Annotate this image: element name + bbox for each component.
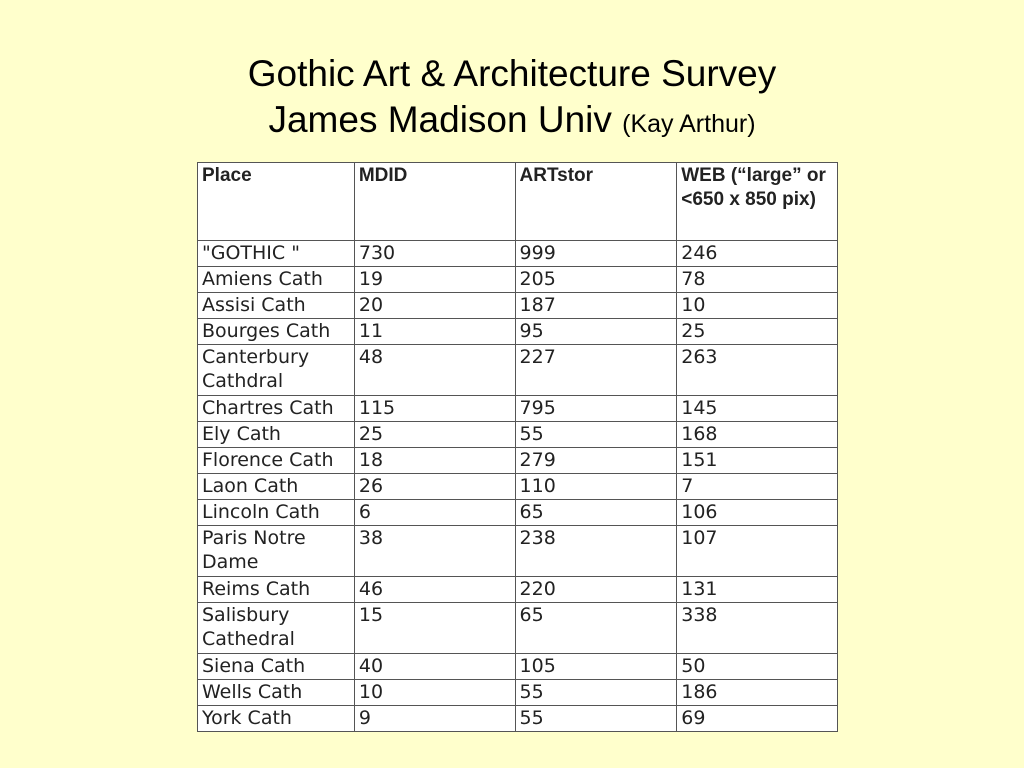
cell-place: Reims Cath	[198, 577, 355, 603]
cell-web: 7	[677, 474, 838, 500]
cell-place: Wells Cath	[198, 680, 355, 706]
cell-web: 25	[677, 319, 838, 345]
table-row	[198, 422, 838, 448]
cell-mdid: 115	[354, 396, 515, 422]
table-row	[198, 654, 838, 680]
cell-web: 338	[677, 603, 838, 654]
table-row	[198, 706, 838, 732]
cell-mdid: 15	[354, 603, 515, 654]
cell-artstor: 999	[515, 241, 677, 267]
cell-web: 50	[677, 654, 838, 680]
cell-place: Ely Cath	[198, 422, 355, 448]
table-row	[198, 603, 838, 654]
cell-artstor: 65	[515, 500, 677, 526]
cell-place: Assisi Cath	[198, 293, 355, 319]
cell-place: Florence Cath	[198, 448, 355, 474]
cell-artstor: 279	[515, 448, 677, 474]
cell-artstor: 55	[515, 706, 677, 732]
table-row	[198, 448, 838, 474]
table-row	[198, 474, 838, 500]
cell-web: 145	[677, 396, 838, 422]
cell-artstor: 110	[515, 474, 677, 500]
header-mdid: MDID	[354, 163, 515, 241]
table-row	[198, 241, 838, 267]
cell-place: Salisbury Cathedral	[198, 603, 355, 654]
cell-mdid: 25	[354, 422, 515, 448]
cell-mdid: 40	[354, 654, 515, 680]
cell-web: 263	[677, 345, 838, 396]
table-header-row	[198, 163, 838, 241]
cell-artstor: 65	[515, 603, 677, 654]
table-row	[198, 319, 838, 345]
subtitle-author-note: (Kay Arthur)	[622, 110, 756, 138]
cell-artstor: 55	[515, 680, 677, 706]
cell-web: 107	[677, 526, 838, 577]
cell-web: 246	[677, 241, 838, 267]
cell-artstor: 795	[515, 396, 677, 422]
cell-mdid: 11	[354, 319, 515, 345]
cell-web: 151	[677, 448, 838, 474]
cell-place: Chartres Cath	[198, 396, 355, 422]
cell-web: 168	[677, 422, 838, 448]
cell-artstor: 55	[515, 422, 677, 448]
header-web: WEB (“large” or <650 x 850 pix)	[677, 163, 838, 241]
cell-mdid: 20	[354, 293, 515, 319]
cell-place: "GOTHIC "	[198, 241, 355, 267]
cell-artstor: 187	[515, 293, 677, 319]
cell-mdid: 26	[354, 474, 515, 500]
cell-web: 78	[677, 267, 838, 293]
survey-table	[197, 162, 838, 732]
cell-artstor: 227	[515, 345, 677, 396]
cell-web: 69	[677, 706, 838, 732]
cell-mdid: 46	[354, 577, 515, 603]
cell-place: Siena Cath	[198, 654, 355, 680]
cell-mdid: 6	[354, 500, 515, 526]
cell-place: York Cath	[198, 706, 355, 732]
cell-artstor: 105	[515, 654, 677, 680]
cell-place: Paris Notre Dame	[198, 526, 355, 577]
table-row	[198, 500, 838, 526]
cell-artstor: 205	[515, 267, 677, 293]
subtitle-university: James Madison Univ	[268, 99, 612, 140]
cell-place: Laon Cath	[198, 474, 355, 500]
cell-artstor: 238	[515, 526, 677, 577]
cell-mdid: 19	[354, 267, 515, 293]
cell-web: 131	[677, 577, 838, 603]
cell-web: 10	[677, 293, 838, 319]
cell-web: 186	[677, 680, 838, 706]
cell-mdid: 730	[354, 241, 515, 267]
table-row	[198, 345, 838, 396]
header-place: Place	[198, 163, 355, 241]
cell-mdid: 18	[354, 448, 515, 474]
table-row	[198, 526, 838, 577]
header-artstor: ARTstor	[515, 163, 677, 241]
table-row	[198, 396, 838, 422]
cell-place: Amiens Cath	[198, 267, 355, 293]
cell-place: Bourges Cath	[198, 319, 355, 345]
table-row	[198, 577, 838, 603]
cell-artstor: 95	[515, 319, 677, 345]
cell-mdid: 9	[354, 706, 515, 732]
cell-artstor: 220	[515, 577, 677, 603]
cell-mdid: 38	[354, 526, 515, 577]
cell-place: Lincoln Cath	[198, 500, 355, 526]
table-row	[198, 293, 838, 319]
cell-place: Canterbury Cathdral	[198, 345, 355, 396]
cell-mdid: 48	[354, 345, 515, 396]
cell-web: 106	[677, 500, 838, 526]
slide-title: Gothic Art & Architecture Survey	[247, 53, 777, 94]
table-row	[198, 267, 838, 293]
table-row	[198, 680, 838, 706]
slide-subtitle	[0, 98, 1024, 146]
cell-mdid: 10	[354, 680, 515, 706]
